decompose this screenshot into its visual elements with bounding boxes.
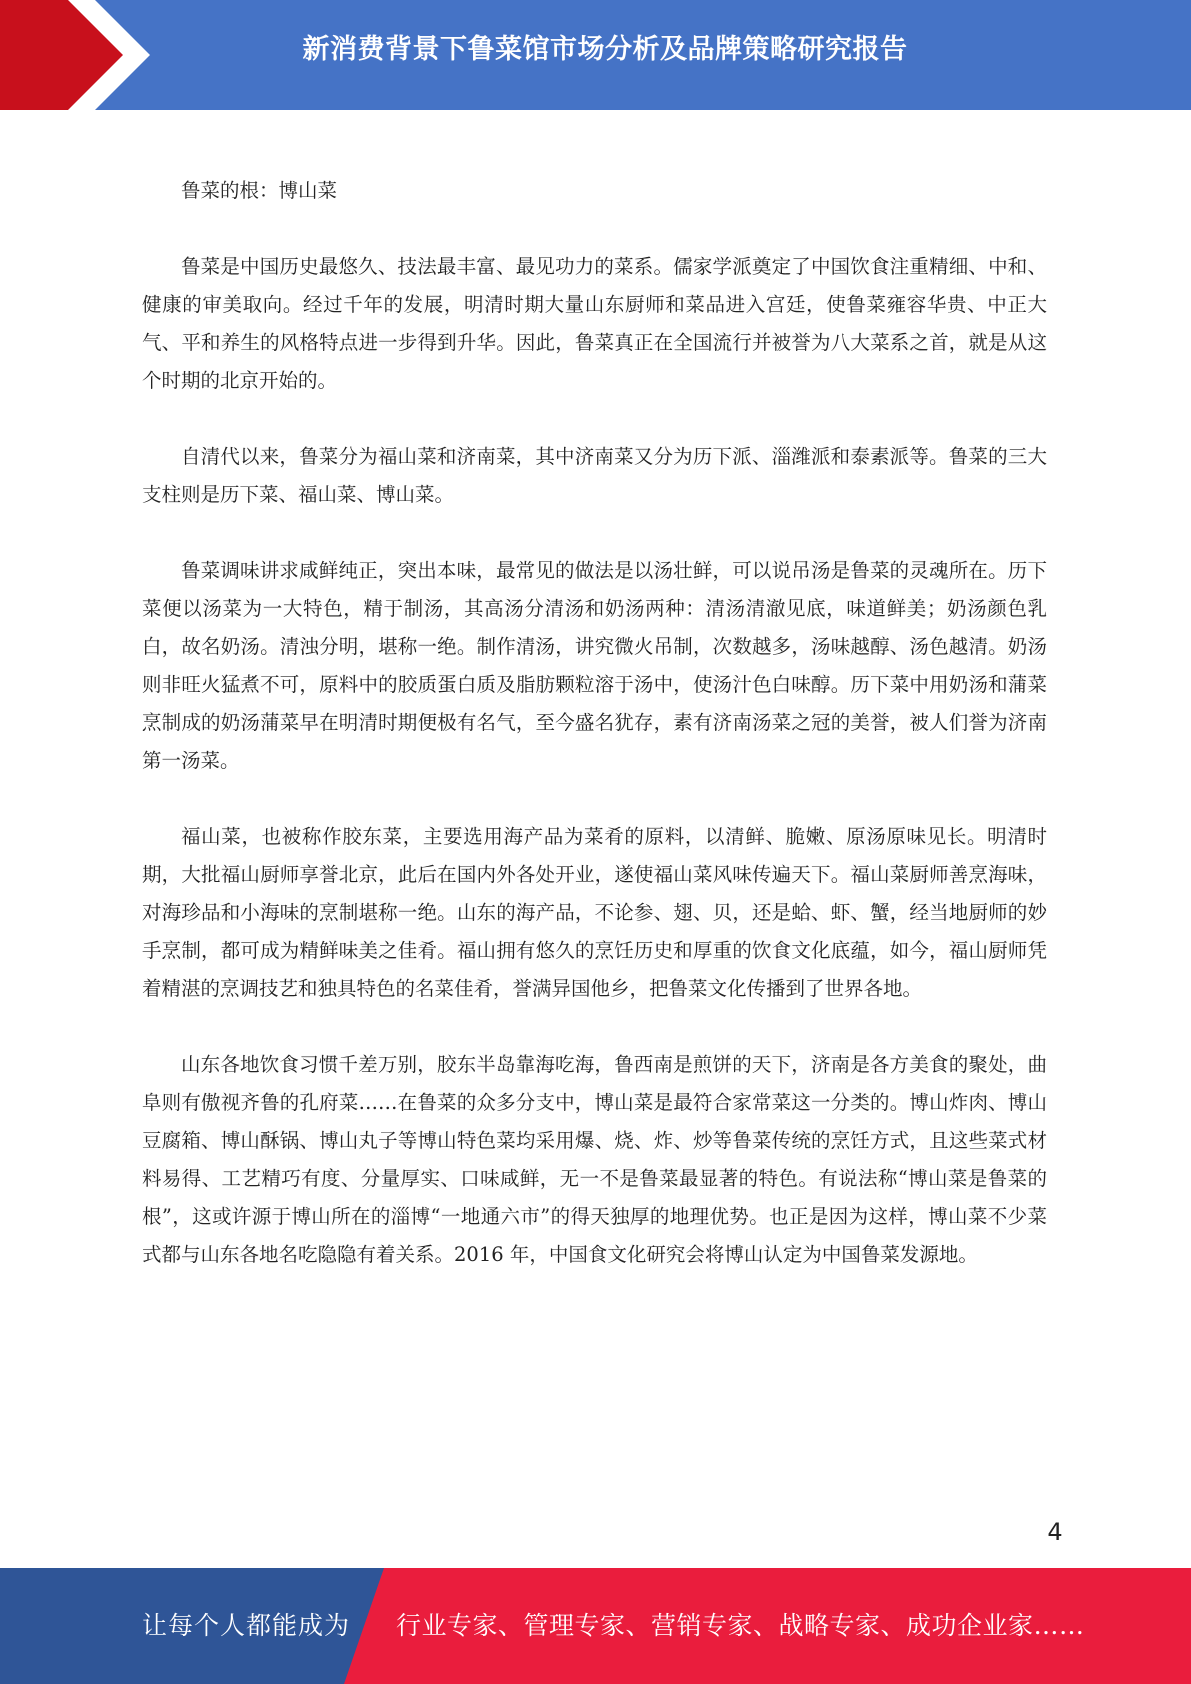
page-footer	[0, 1568, 1191, 1684]
paragraph: 山东各地饮食习惯千差万别，胶东半岛靠海吃海，鲁西南是煎饼的天下，济南是各方美食的聚处，曲阜则有傲视齐鲁的孔府菜……在鲁菜的众多分支中，博山菜是最符合家常菜这一分类的。博山炸肉、博山豆腐箱、博山酥锅、博山丸子等博山特色菜均采用爆、烧、炸、炒等鲁菜传统的烹饪方式，且这些菜式材料易得、工艺精巧有度、分量厚实、口味咸鲜，无一不是鲁菜最显著的特色。有说法称“博山菜是鲁菜的根”，这或许源于博山所在的淄博“一地通六市”的得天独厚的地理优势。也正是因为这样，博山菜不少菜式都与山东各地名吃隐隐有着关系。2016 年，中国食文化研究会将博山认定为中国鲁菜发源地。	[142, 1053, 1047, 1266]
page-number: 4	[1047, 1518, 1063, 1546]
report-title: 新消费背景下鲁菜馆市场分析及品牌策略研究报告	[302, 34, 908, 65]
page-header	[0, 0, 1191, 110]
section-heading: 鲁菜的根：博山菜	[181, 179, 338, 202]
document-body	[142, 172, 1047, 1312]
footer-slogan-right: 行业专家、管理专家、营销专家、战略专家、成功企业家……	[396, 1611, 1085, 1640]
paragraph: 福山菜，也被称作胶东菜，主要选用海产品为菜肴的原料，以清鲜、脆嫩、原汤原味见长。明清时期，大批福山厨师享誉北京，此后在国内外各处开业，遂使福山菜风味传遍天下。福山菜厨师善烹海味，对海珍品和小海味的烹制堪称一绝。山东的海产品，不论参、翅、贝，还是蛤、虾、蟹，经当地厨师的妙手烹制，都可成为精鲜味美之佳肴。福山拥有悠久的烹饪历史和厚重的饮食文化底蕴，如今，福山厨师凭着精湛的烹调技艺和独具特色的名菜佳肴，誉满异国他乡，把鲁菜文化传播到了世界各地。	[142, 825, 1047, 1000]
paragraph: 鲁菜调味讲求咸鲜纯正，突出本味，最常见的做法是以汤壮鲜，可以说吊汤是鲁菜的灵魂所在。历下菜便以汤菜为一大特色，精于制汤，其高汤分清汤和奶汤两种：清汤清澈见底，味道鲜美；奶汤颜色乳白，故名奶汤。清浊分明，堪称一绝。制作清汤，讲究微火吊制，次数越多，汤味越醇、汤色越清。奶汤则非旺火猛煮不可，原料中的胶质蛋白质及脂肪颗粒溶于汤中，使汤汁色白味醇。历下菜中用奶汤和蒲菜烹制成的奶汤蒲菜早在明清时期便极有名气，至今盛名犹存，素有济南汤菜之冠的美誉，被人们誉为济南第一汤菜。	[142, 559, 1047, 772]
header-arrow-icon	[0, 0, 160, 110]
footer-slogan-left: 让每个人都能成为	[142, 1611, 351, 1640]
paragraph: 自清代以来，鲁菜分为福山菜和济南菜，其中济南菜又分为历下派、淄潍派和泰素派等。鲁菜的三大支柱则是历下菜、福山菜、博山菜。	[142, 445, 1047, 506]
paragraph: 鲁菜是中国历史最悠久、技法最丰富、最见功力的菜系。儒家学派奠定了中国饮食注重精细、中和、健康的审美取向。经过千年的发展，明清时期大量山东厨师和菜品进入宫廷，使鲁菜雍容华贵、中正大气、平和养生的风格特点进一步得到升华。因此，鲁菜真正在全国流行并被誉为八大菜系之首，就是从这个时期的北京开始的。	[142, 255, 1047, 392]
